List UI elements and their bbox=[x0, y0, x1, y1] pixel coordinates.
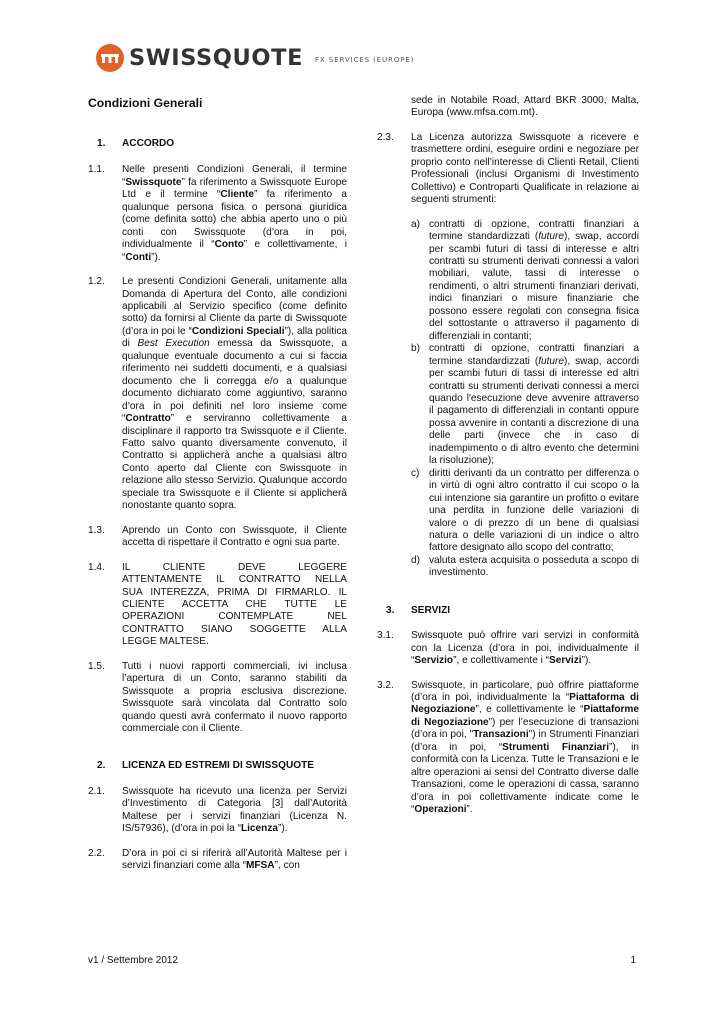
brand-name: SWISSQUOTE bbox=[129, 45, 304, 71]
section-heading-1 bbox=[88, 138, 347, 150]
section-number: 2. bbox=[97, 760, 106, 772]
section-number: 1. bbox=[97, 138, 106, 149]
clause-text: Le presenti Condizioni Generali, unitamente alla Domanda di Apertura del Conto, alle condizioni applicabili al Servizio specifico (come definito sotto) da fornirsi al Cliente da parte di Swissquote (d’ora in poi le “Condizioni Speciali”), alla politica di Best Execution emessa da Swissquote, a qualunque eventuale documento a cui si faccia riferimento nei suddetti documenti, e a qualsiasi documento che li corregga e/o a qualunque documento dichiarato come aggiuntivo, saranno d’ora in poi definiti nel loro insieme come “Contratto” e serviranno collettivamente a disciplinare il rapporto tra Swissquote e il Cliente. Fatto salvo quanto diversamente convenuto, il Contratto si applicherà anche a qualsiasi altro Conto aperto dal Cliente con Swissquote in relazione allo stesso Servizio. Qualunque accordo speciale tra Swissquote e il Cliente si applicherà nonostante quanto sopra. bbox=[122, 276, 347, 512]
list-item-d: d) valuta estera acquisita o posseduta a scopo di investimento. bbox=[411, 554, 639, 579]
list-marker: a) bbox=[411, 218, 420, 230]
list-item-b: b) contratti di opzione, contratti finanziari a termine standardizzati (future), swap, accordi per scambi futuri di tassi di interesse ed altri contratti su strumenti derivati connessi a merci quando l'esecuzione deve avvenire attraverso il pagamento di differenziali in contanti oppure possa avvenire in contanti a discrezione di una delle parti (invece che in caso di inadempimento o di altro evento che determini la risoluzione); bbox=[411, 343, 639, 467]
clause-3-1 bbox=[377, 630, 639, 667]
section-title: LICENZA ED ESTREMI DI SWISSQUOTE bbox=[122, 760, 314, 772]
section-title: SERVIZI bbox=[411, 604, 451, 616]
clause-text: Swissquote può offrire vari servizi in conformità con la Licenza (d’ora in poi, individualmente il “Servizio”, e collettivamente i “Servizi”). bbox=[411, 630, 639, 667]
clause-1-4 bbox=[88, 562, 347, 649]
list-marker: b) bbox=[411, 343, 420, 355]
right-column bbox=[377, 95, 639, 817]
clause-number: 3.2. bbox=[377, 679, 394, 691]
clause-1-3 bbox=[88, 525, 347, 550]
clause-text: D’ora in poi ci si riferirà all’Autorità Maltese per i servizi finanziari come alla “MFSA”, con bbox=[122, 847, 347, 872]
section-heading-3 bbox=[377, 605, 639, 617]
clause-2-2 bbox=[88, 848, 347, 873]
clause-number: 1.4. bbox=[88, 561, 105, 573]
clause-number: 2.2. bbox=[88, 847, 105, 859]
clause-2-2-continued bbox=[377, 95, 639, 120]
clause-text: Swissquote ha ricevuto una licenza per Servizi d’Investimento di Categoria [3] dall’Autorità Maltese per i servizi finanziari (Licenza N. IS/57936), (d’ora in poi la “Licenza”). bbox=[122, 785, 347, 835]
clause-text: Tutti i nuovi rapporti commerciali, ivi inclusa l’apertura di un Conto, saranno stabiliti da Swissquote a propria esclusiva discrezione. Swissquote sarà vincolata dal Contratto solo quando questi avrà confermato il nuovo rapporto commerciale con il Cliente. bbox=[122, 660, 347, 735]
section-number: 3. bbox=[386, 604, 395, 616]
section-title: ACCORDO bbox=[122, 138, 175, 149]
left-column bbox=[88, 90, 347, 873]
page-number: 1 bbox=[630, 955, 636, 966]
page-header bbox=[96, 42, 414, 74]
page-title: Condizioni Generali bbox=[88, 96, 203, 110]
footer-version: v1 / Settembre 2012 bbox=[88, 955, 179, 966]
clause-number: 3.1. bbox=[377, 630, 394, 642]
clause-text: Aprendo un Conto con Swissquote, il Cliente accetta di rispettare il Contratto e ogni sua parte. bbox=[122, 524, 347, 549]
clause-1-1 bbox=[88, 164, 347, 264]
clause-text: IL CLIENTE DEVE LEGGERE ATTENTAMENTE IL CONTRATTO NELLA SUA INTEREZZA, PRIMA DI FIRMARLO. IL CLIENTE ACCETTA CHE TUTTE LE OPERAZIONI CONTEMPLATE NEL CONTRATTO SIANO SOGGETTE ALLA LEGGE MALTESE. bbox=[122, 561, 347, 648]
clause-text: Swissquote, in particolare, può offrire piattaforme (d’ora in poi, individualmente la “Piattaforma di Negoziazione”, e collettivamente le “Piattaforme di Negoziazione”) per l’esecuzione di transazioni (d’ora in poi, "Transazioni") in Strumenti Finanziari (d’ora in poi, “Strumenti Finanziari”), in conformità con la Licenza. Tutte le Transazioni e le altre operazioni ai sensi del Contratto diverse dalle Transazioni, come le operazioni di cassa, saranno d’ora in poi collettivamente indicate come le “Operazioni”. bbox=[411, 679, 639, 816]
clause-2-3 bbox=[377, 132, 639, 580]
clause-text: sede in Notabile Road, Attard BKR 3000, Malta, Europa (www.mfsa.com.mt). bbox=[411, 95, 639, 119]
section-heading-2 bbox=[88, 760, 347, 772]
list-marker: d) bbox=[411, 554, 420, 566]
clause-text: Nelle presenti Condizioni Generali, il termine “Swissquote” fa riferimento a Swissquote Europe Ltd e il termine “Cliente” fa riferimento a qualunque persona fisica o persona giuridica (come definita sotto) che abbia aperto uno o più conti con Swissquote (d’ora in poi, individualmente il “Conto” e collettivamente, i “Conti”). bbox=[122, 164, 347, 263]
clause-number: 2.1. bbox=[88, 785, 105, 797]
list-item-a: a) contratti di opzione, contratti finanziari a termine standardizzati (future), swap, accordi per scambi futuri di tassi di interesse e altri contratti su strumenti derivati connessi a valori mobiliari, valute, tassi di interesse o rendimenti, o altri strumenti finanziari derivati, indici finanziari o misure finanziarie che possono essere regolati con consegna fisica del sottostante o attraverso il pagamento di differenziali in contanti; bbox=[411, 218, 639, 342]
brand-subtitle: FX SERVICES (EUROPE) bbox=[315, 55, 415, 64]
clause-number: 1.2. bbox=[88, 276, 105, 288]
clause-3-2 bbox=[377, 680, 639, 817]
clause-number: 1.5. bbox=[88, 660, 105, 672]
clause-text: La Licenza autorizza Swissquote a ricevere e trasmettere ordini, eseguire ordini e negoziare per proprio conto nell’interesse di Clienti Retail, Clienti Professionali (inclusi Organismi di Investimento Collettivo) e Controparti Qualificate in relazione ai seguenti strumenti: a) contratti di opzione, contratti finanziari a termine standardizzati (future), swap, accordi per scambi futuri di tassi di interesse e altri contratti su strumenti derivati connessi a valori mobiliari, valute, tassi di interesse o rendimenti, o altri strumenti finanziari derivati, indici finanziari o misure finanziarie che possono essere regolati con consegna fisica del sottostante o attraverso il pagamento di differenziali in contanti; b) contratti di opzione, contratti finanziari a termine standardizzati (future), swap, accordi per scambi futuri di tassi di interesse ed altri contratti su strumenti derivati connessi a merci quando l'esecuzione deve avvenire attraverso il pagamento di differenziali in contanti oppure possa avvenire in contanti a discrezione di una delle parti (invece che in caso di inadempimento o di altro evento che determini la risoluzione); c) diritti derivanti da un contratto per differenza o in virtù di ogni altro contratto il cui scopo o la cui intenzione sia garantire un profitto o evitare una perdita in funzione delle variazioni di valore o di prezzo di un bene di qualsiasi natura o delle variazioni di un indice o altro fattore designato allo scopo del contratto; d) valuta estera acquisita o posseduta a scopo di investimento. bbox=[411, 131, 639, 579]
clause-2-1 bbox=[88, 786, 347, 836]
swissquote-logo-icon bbox=[96, 44, 124, 72]
list-item-c: c) diritti derivanti da un contratto per differenza o in virtù di ogni altro contratto il cui scopo o la cui intenzione sia garantire un profitto o evitare una perdita in funzione delle variazioni di valore o di prezzo di un bene di qualsiasi natura o delle variazioni di un indice o altro fattore designato allo scopo del contratto; bbox=[411, 467, 639, 554]
clause-number: 1.1. bbox=[88, 164, 105, 176]
clause-1-2 bbox=[88, 276, 347, 513]
clause-number: 1.3. bbox=[88, 524, 105, 536]
clause-number: 2.3. bbox=[377, 131, 394, 143]
clause-1-5 bbox=[88, 661, 347, 736]
list-marker: c) bbox=[411, 467, 420, 479]
